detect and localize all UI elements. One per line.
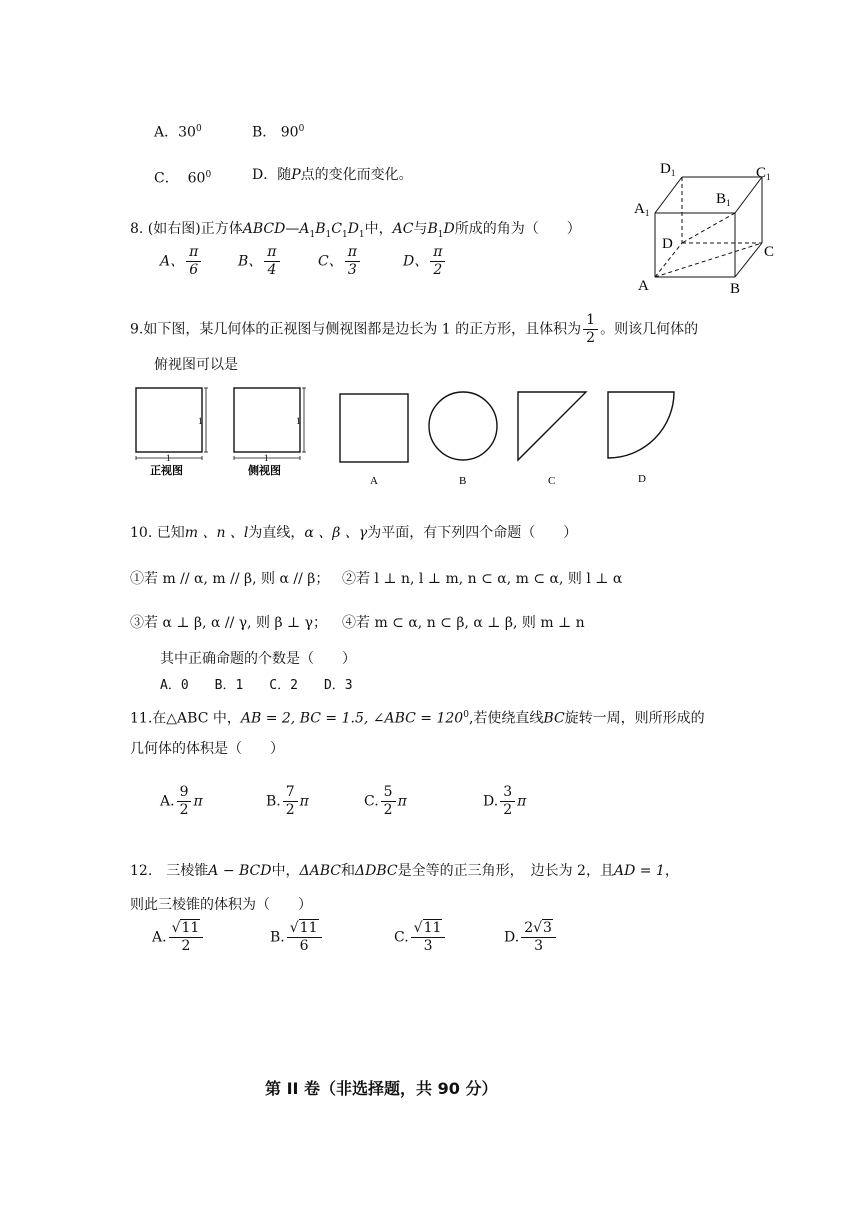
choice-a-square xyxy=(340,394,408,462)
q10-proposition-4: ④若 m ⊂ α, n ⊂ β, α ⊥ β, 则 m ⊥ n xyxy=(342,615,585,631)
side-view-dim-bottom: 1 xyxy=(264,453,269,463)
q12-stem-line2: 则此三棱锥的体积为（ ） xyxy=(130,897,312,913)
front-view-dim-side: 1 xyxy=(198,416,203,426)
q12-option-b: B. $\frac{√11}{6}$ xyxy=(270,920,324,955)
q10-question: 其中正确命题的个数是（ ） xyxy=(160,651,356,667)
q9-stem-line1: 9.如下图，某几何体的正视图与侧视图都是边长为 1 的正方形，且体积为 $\frac{1}{2}$ 。则该几何体的 xyxy=(130,312,699,346)
q10-proposition-1: ①若 m // α, m // β, 则 α // β； xyxy=(130,571,330,587)
choice-a-label: A xyxy=(370,475,378,487)
q11-stem-line2: 几何体的体积是（ ） xyxy=(130,741,284,757)
cube-label-b1: $B_1$ xyxy=(716,191,731,208)
q11-option-c: C. $\frac{5}{2}$ π xyxy=(364,784,407,818)
q12-option-d: D. $\frac{2√3}{3}$ xyxy=(504,920,558,955)
q12-option-c: C. $\frac{√11}{3}$ xyxy=(394,920,447,955)
q11-stem-line1: 11.在△ABC 中，AB = 2, BC = 1.5, ∠ABC = $120^0$,若使绕直线BC旋转一周，则所形成的 xyxy=(130,710,705,727)
choice-c-triangle xyxy=(518,392,586,460)
q8-option-b: B、 $\frac{\pi}{4}$ xyxy=(238,244,282,279)
cube-label-d1: $D_1$ xyxy=(660,161,676,178)
side-view-square xyxy=(234,388,300,452)
q12-stem-line1: 12. 三棱锥A − BCD中，ΔABC和ΔDBC是全等的正三角形， 边长为 2，且AD = 1， xyxy=(130,863,679,879)
side-view-dim-side: 1 xyxy=(296,416,301,426)
q11-option-a: A. $\frac{9}{2}$ π xyxy=(160,784,203,818)
cube-label-c: C xyxy=(764,244,775,260)
choice-b-label: B xyxy=(459,475,467,487)
front-view-dim-bottom: 1 xyxy=(166,453,171,463)
q11-option-b: B. $\frac{7}{2}$ π xyxy=(266,784,309,818)
side-view-label: 侧视图 xyxy=(248,465,281,477)
q11-option-d: D. $\frac{3}{2}$ π xyxy=(483,784,527,818)
q10-options: A．0 B．1 C．2 D．3 xyxy=(160,678,353,693)
choice-d-quarter-circle xyxy=(608,392,674,458)
section-title: 第 II 卷（非选择题，共 90 分） xyxy=(265,1079,498,1098)
cube-label-a: A xyxy=(638,278,649,294)
cube-label-b: B xyxy=(730,281,741,295)
cube-label-d: D xyxy=(662,236,673,252)
q8-option-a: A、 $\frac{\pi}{6}$ xyxy=(160,244,203,279)
cube-label-a1: $A_1$ xyxy=(634,201,650,218)
q9-views-figure xyxy=(128,382,688,492)
q10-proposition-2: ②若 l ⊥ n, l ⊥ m, n ⊂ α, m ⊂ α, 则 l ⊥ α xyxy=(342,571,623,587)
q7-option-b: B． $90^0$ xyxy=(252,124,305,141)
q8-option-c: C、 $\frac{\pi}{3}$ xyxy=(318,244,362,279)
q8-stem: 8. (如右图)正方体$ABCD—A_1B_1C_1D_1$中，AC与$B_1D$所成的角为（ ） xyxy=(130,221,581,240)
q12-option-a: A. $\frac{√11}{2}$ xyxy=(152,920,205,955)
cube-diagram xyxy=(630,155,790,295)
choice-c-label: C xyxy=(548,475,556,487)
choice-b-circle xyxy=(429,392,497,460)
q10-stem: 10. 已知m 、n 、l为直线，α 、β 、γ为平面，有下列四个命题（ ） xyxy=(130,525,578,541)
q7-option-c: C． $60^0$ xyxy=(154,170,212,187)
front-view-square xyxy=(136,388,202,452)
q8-option-d: D、 $\frac{\pi}{2}$ xyxy=(403,244,447,279)
q10-proposition-3: ③若 α ⊥ β, α // γ, 则 β ⊥ γ； xyxy=(130,615,327,631)
q7-option-a: A．$30^0$ xyxy=(154,124,202,141)
cube-label-c1: $C_1$ xyxy=(756,165,771,182)
choice-d-label: D xyxy=(638,473,646,485)
q7-option-d: D．随P点的变化而变化。 xyxy=(252,167,413,183)
front-view-label: 正视图 xyxy=(150,465,183,477)
q9-stem-line2: 俯视图可以是 xyxy=(154,357,238,373)
